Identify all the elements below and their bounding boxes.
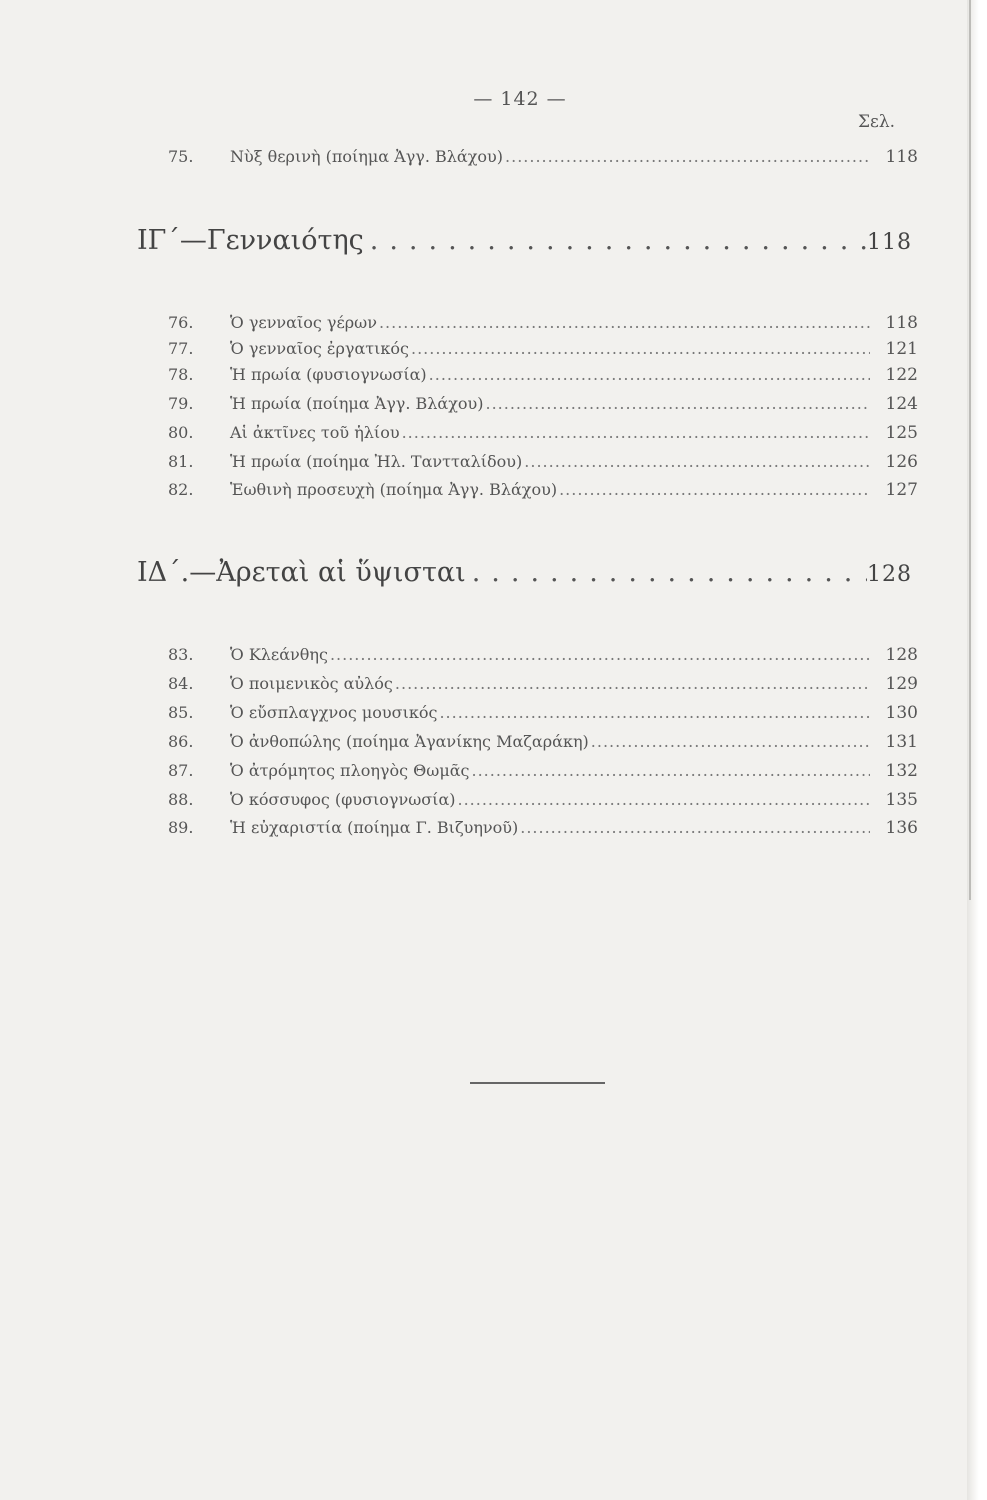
entry-page: 131 [885, 732, 918, 752]
section-page: 128 [867, 562, 912, 587]
entry-title: Αἱ ἀκτῖνες τοῦ ἡλίου [230, 423, 400, 442]
entry-number: 85. [168, 703, 194, 722]
entry-title: Ἑωθινὴ προσευχὴ (ποίημα Ἀγγ. Βλάχου) [230, 480, 558, 499]
entry-number: 89. [168, 818, 194, 837]
end-rule [470, 1082, 605, 1084]
entry-page: 122 [885, 365, 918, 385]
toc-entry [168, 365, 918, 391]
dot-leader [522, 452, 870, 471]
entry-title: Ὁ ἀτρόμητος πλοηγὸς Θωμᾶς [230, 761, 470, 780]
entry-number: 80. [168, 423, 194, 442]
dot-leader [328, 645, 870, 664]
dot-leader [400, 423, 870, 442]
entry-title: Νὺξ θερινὴ (ποίημα Ἀγγ. Βλάχου) [230, 147, 504, 166]
entry-page: 132 [885, 761, 918, 781]
entry-page: 129 [885, 674, 918, 694]
dot-leader [518, 818, 870, 837]
entry-page: 121 [885, 339, 918, 359]
entry-title: Ὁ γενναῖος γέρων [230, 313, 377, 332]
toc-entry [168, 452, 918, 478]
entry-number: 78. [168, 365, 194, 384]
toc-entry [168, 645, 918, 671]
entry-number: 88. [168, 790, 194, 809]
entry-number: 83. [168, 645, 194, 664]
dot-leader [589, 732, 870, 751]
section-heading [137, 225, 912, 265]
dot-leader [470, 761, 871, 780]
entry-title: Ὁ κόσσυφος (φυσιογνωσία) [230, 790, 456, 809]
entry-title: Ὁ Κλεάνθης [230, 645, 328, 664]
dot-leader [409, 339, 870, 358]
entry-page: 126 [885, 452, 918, 472]
toc-entry [168, 674, 918, 700]
toc-entry [168, 339, 918, 365]
entry-page: 124 [885, 394, 918, 414]
entry-number: 76. [168, 313, 194, 332]
toc-entry [168, 480, 918, 506]
dot-leader [377, 313, 870, 332]
entry-page: 128 [885, 645, 918, 665]
toc-entry [168, 423, 918, 449]
section-page: 118 [867, 230, 912, 255]
entry-page: 136 [885, 818, 918, 838]
entry-number: 75. [168, 147, 194, 166]
entry-page: 127 [885, 480, 918, 500]
entry-page: 118 [885, 147, 918, 167]
entry-number: 87. [168, 761, 194, 780]
dot-leader [437, 703, 870, 722]
entry-title: Ἡ εὐχαριστία (ποίημα Γ. Βιζυηνοῦ) [230, 818, 519, 837]
entry-title: Ἡ πρωία (ποίημα Ἠλ. Ταντταλίδου) [230, 452, 523, 471]
toc-entry [168, 732, 918, 758]
dot-leader [503, 147, 870, 166]
dot-leader [364, 225, 867, 256]
section-heading [137, 557, 912, 597]
dot-leader [483, 394, 870, 413]
entry-page: 118 [885, 313, 918, 333]
section-title: ΙΔ΄.—Ἀρεταὶ αἱ ὕψισται [137, 557, 466, 588]
entry-title: Ὁ εὔσπλαγχνος μουσικός [230, 703, 438, 722]
entry-number: 81. [168, 452, 194, 471]
entry-title: Ὁ ἀνθοπώλης (ποίημα Ἀγανίκης Μαζαράκη) [230, 732, 589, 751]
dot-leader [557, 480, 870, 499]
entry-page: 130 [885, 703, 918, 723]
dot-leader [393, 674, 870, 693]
toc-entry [168, 147, 918, 173]
toc-entry [168, 790, 918, 816]
entry-title: Ὁ ποιμενικὸς αὐλός [230, 674, 393, 693]
toc-entry [168, 761, 918, 787]
entry-title: Ἡ πρωία (φυσιογνωσία) [230, 365, 427, 384]
toc-entry [168, 394, 918, 420]
dot-leader [456, 790, 871, 809]
entry-number: 77. [168, 339, 194, 358]
entry-number: 84. [168, 674, 194, 693]
section-title: ΙΓ΄—Γενναιότης [137, 225, 364, 256]
dot-leader [466, 557, 867, 588]
entry-page: 135 [885, 790, 918, 810]
entry-title: Ὁ γενναῖος ἐργατικός [230, 339, 409, 358]
entry-title: Ἡ πρωία (ποίημα Ἀγγ. Βλάχου) [230, 394, 484, 413]
entry-number: 86. [168, 732, 194, 751]
dot-leader [427, 365, 870, 384]
entry-number: 82. [168, 480, 194, 499]
toc-entry [168, 703, 918, 729]
page-edge [967, 0, 987, 1500]
toc-entry [168, 818, 918, 844]
entry-page: 125 [885, 423, 918, 443]
page-number: — 142 — [473, 88, 567, 110]
toc-entry [168, 313, 918, 339]
entry-number: 79. [168, 394, 194, 413]
page-column-header: Σελ. [858, 112, 896, 132]
